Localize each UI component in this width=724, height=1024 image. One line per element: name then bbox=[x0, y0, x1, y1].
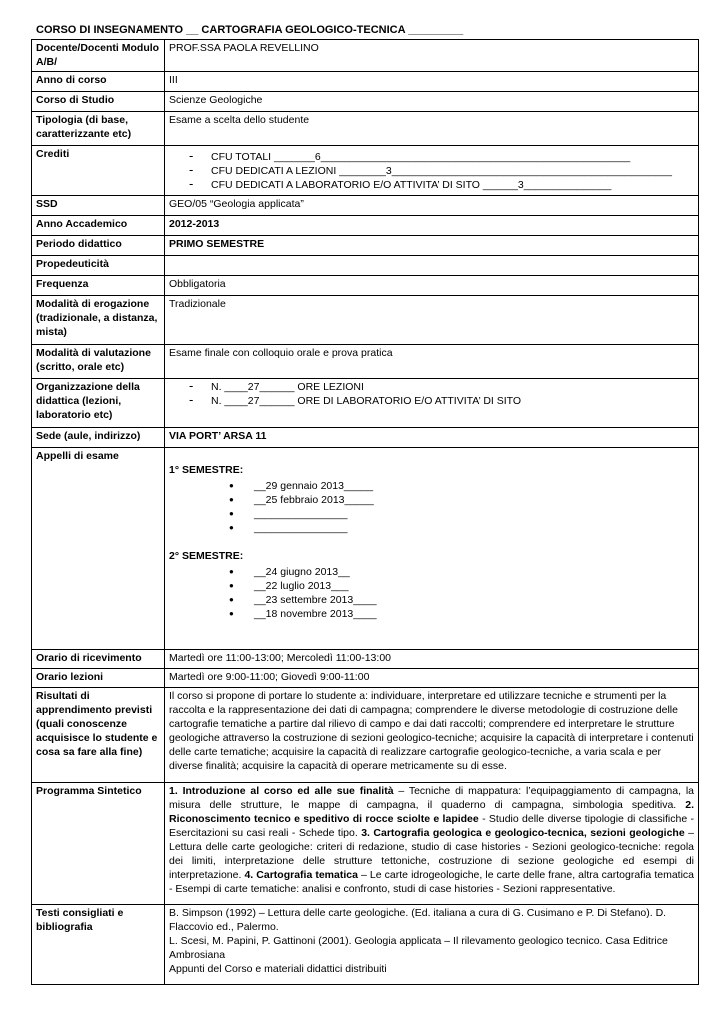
list-item: - CFU DEDICATI A LEZIONI ________3________________________________________________ bbox=[189, 164, 694, 178]
value-orario-ricevimento: Martedì ore 11:00-13:00; Mercoledì 11:00-13:00 bbox=[165, 650, 699, 669]
value-anno-corso: III bbox=[165, 72, 699, 92]
programma-section-3-title: 3. Cartografia geologica e geologico-tecnica, sezioni geologiche bbox=[361, 827, 685, 839]
semester-1-dates bbox=[169, 479, 694, 535]
row-sede bbox=[32, 428, 699, 448]
list-item: ● ________________ bbox=[229, 507, 694, 521]
list-item: - CFU TOTALI _______6_____________________________________________________ bbox=[189, 150, 694, 164]
organizzazione-list bbox=[169, 380, 694, 408]
row-testi bbox=[32, 905, 699, 985]
bibliography-entry: Appunti del Corso e materiali didattici distribuiti bbox=[169, 963, 387, 975]
programma-section-1-text: – Tecniche di mappatura: l’equipaggiamento di campagna, la misura delle strutture, le mappe di campagna, il quaderno di campagna, simbologia speditiva. bbox=[169, 785, 694, 811]
label-propedeuticita: Propedeuticità bbox=[32, 256, 165, 276]
value-programma bbox=[165, 783, 699, 905]
row-docente bbox=[32, 40, 699, 72]
list-item: ● __29 gennaio 2013_____ bbox=[229, 479, 694, 493]
label-testi: Testi consigliati e bibliografia bbox=[32, 905, 165, 985]
label-orario-ricevimento: Orario di ricevimento bbox=[32, 650, 165, 669]
list-item: ● __23 settembre 2013____ bbox=[229, 593, 694, 607]
list-item: - N. ____27______ ORE LEZIONI bbox=[189, 380, 694, 394]
label-orario-lezioni: Orario lezioni bbox=[32, 669, 165, 688]
list-item: - CFU DEDICATI A LABORATORIO E/O ATTIVITA’ DI SITO ______3_______________ bbox=[189, 178, 694, 192]
programma-section-4-title: 4. Cartografia tematica bbox=[244, 869, 358, 881]
label-docente: Docente/Docenti Modulo A/B/ bbox=[32, 40, 165, 72]
value-modalita-erogazione: Tradizionale bbox=[165, 296, 699, 345]
value-propedeuticita bbox=[165, 256, 699, 276]
programma-section-3-text: – Lettura delle carte geologiche: criteri di redazione, studio di case histories - Sezioni geologico-tecniche: regola dei limiti, interpretazione delle strutture tettoniche, costruzione di sezione geologiche ed esempi di interpretazione. bbox=[169, 827, 694, 881]
row-tipologia bbox=[32, 112, 699, 146]
row-organizzazione bbox=[32, 379, 699, 428]
label-organizzazione: Organizzazione della didattica (lezioni, laboratorio etc) bbox=[32, 379, 165, 428]
programma-section-4-text: – Le carte idrogeologiche, le carte delle frane, altra cartografia tematica - Esempi di carte tematiche: analisi e confronto, studi di case histories - Sezioni rappresentative. bbox=[169, 869, 695, 895]
semester-2-title: 2° SEMESTRE: bbox=[169, 550, 244, 562]
row-frequenza bbox=[32, 276, 699, 296]
list-item: ● ________________ bbox=[229, 521, 694, 535]
row-corso-studio bbox=[32, 92, 699, 112]
value-ssd: GEO/05 “Geologia applicata” bbox=[165, 196, 699, 216]
row-periodo bbox=[32, 236, 699, 256]
semester-1-title: 1° SEMESTRE: bbox=[169, 464, 244, 476]
value-tipologia: Esame a scelta dello studente bbox=[165, 112, 699, 146]
label-ssd: SSD bbox=[32, 196, 165, 216]
label-programma: Programma Sintetico bbox=[32, 783, 165, 905]
label-tipologia: Tipologia (di base, caratterizzante etc) bbox=[32, 112, 165, 146]
programma-section-2-title: 2. Riconoscimento tecnico e speditivo di rocce sciolte e lapidee bbox=[169, 799, 694, 825]
label-frequenza: Frequenza bbox=[32, 276, 165, 296]
crediti-list bbox=[169, 147, 694, 192]
semester-2-dates bbox=[169, 565, 694, 621]
value-sede: VIA PORT’ ARSA 11 bbox=[165, 428, 699, 448]
row-anno-corso bbox=[32, 72, 699, 92]
row-crediti bbox=[32, 146, 699, 196]
list-item: ● __25 febbraio 2013_____ bbox=[229, 493, 694, 507]
row-modalita-valutazione bbox=[32, 345, 699, 379]
value-frequenza: Obbligatoria bbox=[165, 276, 699, 296]
value-modalita-valutazione: Esame finale con colloquio orale e prova pratica bbox=[165, 345, 699, 379]
list-item: ● __18 novembre 2013____ bbox=[229, 607, 694, 621]
label-crediti: Crediti bbox=[32, 146, 165, 196]
label-appelli: Appelli di esame bbox=[32, 448, 165, 650]
row-anno-accademico bbox=[32, 216, 699, 236]
document-title: CORSO DI INSEGNAMENTO __ CARTOGRAFIA GEOLOGICO-TECNICA _________ bbox=[36, 24, 464, 36]
value-docente: PROF.SSA PAOLA REVELLINO bbox=[165, 40, 699, 72]
label-periodo: Periodo didattico bbox=[32, 236, 165, 256]
list-item: ● __24 giugno 2013__ bbox=[229, 565, 694, 579]
row-orario-lezioni bbox=[32, 669, 699, 688]
row-orario-ricevimento bbox=[32, 650, 699, 669]
list-item: ● __22 luglio 2013___ bbox=[229, 579, 694, 593]
value-risultati: Il corso si propone di portare lo studente a: individuare, interpretare ed utilizzare tecniche e strumenti per la raccolta e la rappresentazione dei dati di campagna; comprendere le diverse metodologie di costruzione delle cartografie tematiche a partire dal rilievo di campo e dai dati raccolti; comprendere ed interpretare le strutture geologiche attraverso la costruzione di sezioni geologico-tecniche; acquisire la capacità di interpretare i contenuti delle carte tematiche; acquisire la capacità di realizzare cartografie geologico-tecniche, a varia scala e per diverse finalità; acquisire la capacità di operare metricamente su di esse. bbox=[165, 688, 699, 783]
value-corso-studio: Scienze Geologiche bbox=[165, 92, 699, 112]
row-appelli bbox=[32, 448, 699, 650]
programma-section-1-title: 1. Introduzione al corso ed alle sue finalità bbox=[169, 785, 394, 797]
label-modalita-valutazione: Modalità di valutazione (scritto, orale etc) bbox=[32, 345, 165, 379]
label-corso-studio: Corso di Studio bbox=[32, 92, 165, 112]
label-modalita-erogazione: Modalità di erogazione (tradizionale, a distanza, mista) bbox=[32, 296, 165, 345]
bibliography-entry: L. Scesi, M. Papini, P. Gattinoni (2001). Geologia applicata – Il rilevamento geologico tecnico. Casa Editrice Ambrosiana bbox=[169, 935, 668, 961]
row-ssd bbox=[32, 196, 699, 216]
row-modalita-erogazione bbox=[32, 296, 699, 345]
course-info-table bbox=[31, 39, 699, 985]
value-anno-accademico: 2012-2013 bbox=[165, 216, 699, 236]
row-propedeuticita bbox=[32, 256, 699, 276]
list-item: - N. ____27______ ORE DI LABORATORIO E/O ATTIVITA’ DI SITO bbox=[189, 394, 694, 408]
programma-section-2-text: - Studio delle diverse tipologie di classifiche - Esercitazioni su casi reali - Schede tipo. bbox=[169, 813, 695, 839]
row-risultati bbox=[32, 688, 699, 783]
bibliography-entry: B. Simpson (1992) – Lettura delle carte geologiche. (Ed. italiana a cura di G. Cusimano e P. Di Stefano). D. Flaccovio ed., Palermo. bbox=[169, 907, 667, 933]
row-programma bbox=[32, 783, 699, 905]
value-orario-lezioni: Martedì ore 9:00-11:00; Giovedì 9:00-11:00 bbox=[165, 669, 699, 688]
label-anno-accademico: Anno Accademico bbox=[32, 216, 165, 236]
label-sede: Sede (aule, indirizzo) bbox=[32, 428, 165, 448]
value-periodo: PRIMO SEMESTRE bbox=[165, 236, 699, 256]
label-anno-corso: Anno di corso bbox=[32, 72, 165, 92]
label-risultati: Risultati di apprendimento previsti (quali conoscenze acquisisce lo studente e cosa sa fare alla fine) bbox=[32, 688, 165, 783]
